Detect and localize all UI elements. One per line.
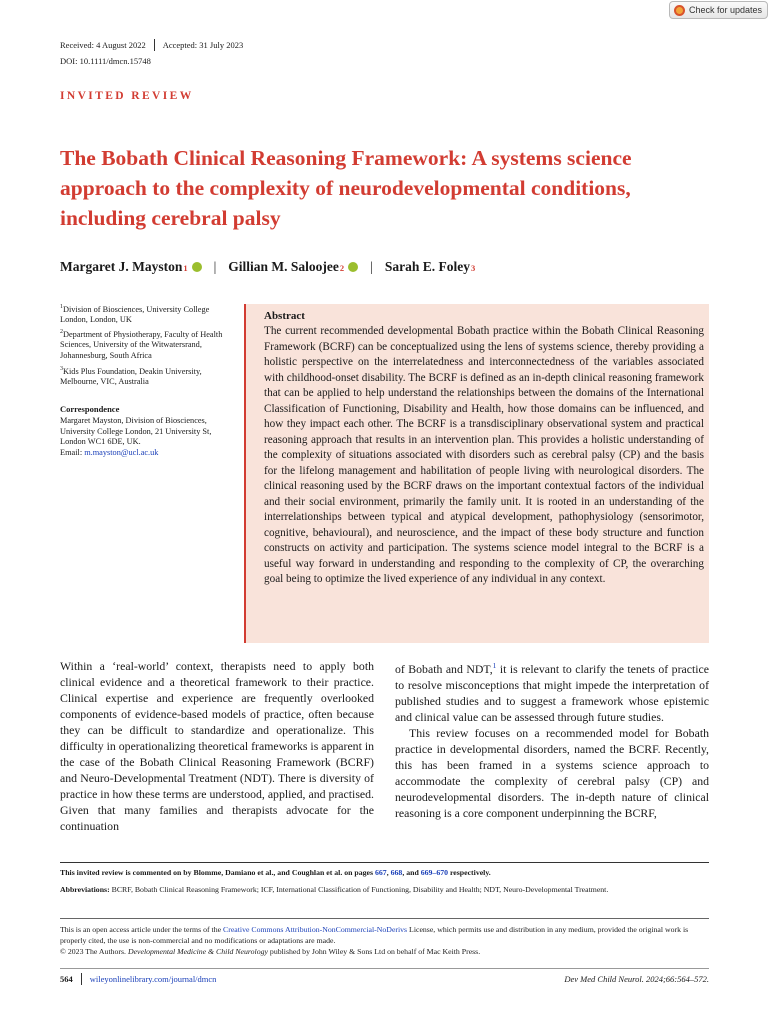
footer-divider — [60, 968, 709, 969]
affiliation-marker: 1 — [183, 263, 188, 273]
email-link[interactable]: m.mayston@ucl.ac.uk — [84, 447, 159, 457]
update-badge-icon — [674, 5, 685, 16]
affiliation-number: 1 — [60, 304, 63, 310]
orcid-icon[interactable] — [348, 262, 358, 272]
date-divider — [154, 39, 155, 51]
author-name[interactable]: Margaret J. Mayston — [60, 259, 183, 274]
affiliation-number: 2 — [60, 329, 63, 335]
accepted-date: Accepted: 31 July 2023 — [162, 40, 244, 50]
affiliation-number: 3 — [60, 366, 63, 372]
check-for-updates-label: Check for updates — [689, 5, 763, 15]
body-column-right — [395, 658, 709, 821]
email-label: Email: — [60, 447, 85, 457]
body-paragraph — [395, 658, 709, 725]
page-link[interactable]: 669–670 — [420, 868, 449, 877]
author-list — [60, 259, 475, 275]
correspondence-heading: Correspondence — [60, 404, 120, 414]
abbreviations-label: Abbreviations: — [60, 885, 110, 894]
affiliation — [60, 302, 238, 326]
copyright-text: published by John Wiley & Sons Ltd on behalf of Mac Keith Press. — [267, 947, 481, 956]
body-text: of Bobath and NDT, — [395, 661, 493, 676]
citation: Dev Med Child Neurol. 2024;66:564–572. — [564, 974, 709, 984]
abstract-panel — [244, 304, 709, 643]
affiliation-marker: 2 — [339, 263, 345, 273]
license-divider — [60, 918, 709, 919]
body-column-left — [60, 658, 374, 834]
correspondence-address: Margaret Mayston, Division of Biosciences, University College London, 21 University St, London WC1 6DE, UK. — [60, 416, 212, 447]
abbreviations-text: BCRF, Bobath Clinical Reasoning Framework; ICF, International Classification of Functioning, Disability and Health; NDT, Neuro-Developmental Treatment. — [109, 885, 609, 894]
license-text: This is an open access article under the terms of the — [60, 925, 224, 934]
commentary-text: respectively. — [448, 868, 491, 877]
article-dates — [60, 39, 243, 51]
reference-marker[interactable]: 1 — [492, 661, 497, 670]
footer-separator — [81, 973, 82, 985]
affiliation — [60, 327, 238, 361]
article-title: The Bobath Clinical Reasoning Framework: A systems science approach to the complexity of neurodevelopmental conditions, including cerebral palsy — [60, 146, 632, 230]
author-name[interactable]: Gillian M. Saloojee — [228, 259, 339, 274]
abbreviations-note — [60, 884, 709, 895]
commentary-note — [60, 868, 491, 877]
body-paragraph: This review focuses on a recommended model for Bobath practice in developmental disorders, named the BCRF. Recently, this has been framed in a systems science approach to accommodate the complexity of cerebral palsy (CP) and neurodevelopmental disorders. The in-depth nature of clinical reasoning is a core component underpinning the BCRF, — [395, 725, 709, 820]
page-number: 564 — [60, 974, 73, 984]
license-text: License, which permits use and distribution in any medium, provided the original work is properly cited, the use is non-commercial and no modifications or adaptations are made. — [60, 925, 689, 945]
author-separator: | — [213, 259, 217, 274]
journal-url-link[interactable]: wileyonlinelibrary.com/journal/dmcn — [89, 974, 217, 984]
orcid-icon[interactable] — [192, 262, 202, 272]
commentary-text: , and — [402, 868, 421, 877]
affiliation-text: Department of Physiotherapy, Faculty of Health Sciences, University of the Witwatersrand, Johannesburg, South Africa — [60, 329, 223, 360]
author-separator: | — [370, 259, 373, 274]
body-paragraph: Within a ‘real-world’ context, therapists need to apply both clinical evidence and a theoretical framework to their practice. Clinical expertise and experience are frequently overlooked components of evidence-based models of practice, often because they can be difficult to standardize and operationalize. This difficulty in operationalizing theoretical frameworks is apparent in the case of the Bobath Clinical Reasoning Framework (BCRF) and Neuro-Developmental Treatment (NDT). There is diversity of practice in how these terms are understood, applied, and practised. Given that many families and therapists advocate for the continuation — [60, 659, 374, 833]
page-footer — [60, 973, 709, 985]
abstract-text: The current recommended developmental Bobath practice within the Bobath Clinical Reasoning Framework (BCRF) can be conceptualized using the lens of systems science, thereby providing a holistic perspective on the interrelatedness and interconnectedness of the variables associated with childhood-onset disability. The BCRF is defined as an in-depth clinical reasoning framework that can be applied to help understand the relationships between the domains of the International Classification of Functioning, Disability and Health, how those domains can be influenced, and how they impact each other. The BCRF is a transdisciplinary observational system and practical reasoning approach that results in an intervention plan. This provides a holistic understanding of the complexity of situations associated with disorders such as cerebral palsy (CP) and the basis for the lifelong management and habilitation of people living with neurological disorders. The clinical reasoning used by the BCRF draws on the important contextual factors of the individual and their social environment, primarily the family unit. It is rooted in an understanding of the interrelationships between typical and atypical development, pathophysiology (sensorimotor, cognitive, behavioural), and neuroscience, and the impact of these body structure and function constructs on activity and participation. The systems science model integral to the BCRF is a useful way forward in understanding and responding to the complexity of CP, the overarching goal being to optimize the lived experience of any individual in any context. — [264, 325, 704, 585]
author-name[interactable]: Sarah E. Foley — [384, 259, 471, 274]
license-note — [60, 924, 709, 957]
correspondence-details — [60, 416, 238, 458]
received-date: Received: 4 August 2022 — [60, 40, 146, 50]
commentary-text: , — [386, 868, 391, 877]
journal-name: Developmental Medicine & Child Neurology — [127, 947, 268, 956]
copyright-text: © 2023 The Authors. — [60, 947, 128, 956]
abstract-heading: Abstract — [264, 310, 305, 322]
license-link[interactable]: Creative Commons Attribution-NonCommercial-NoDerivs — [223, 925, 408, 934]
check-for-updates-button[interactable] — [669, 1, 768, 19]
commentary-text: This invited review is commented on by Blomme, Damiano et al., and Coughlan et al. on pages — [60, 868, 375, 877]
article-type-label: INVITED REVIEW — [60, 90, 194, 102]
page-link[interactable]: 667 — [375, 868, 387, 877]
page-link[interactable]: 668 — [390, 868, 403, 877]
affiliation-text: Division of Biosciences, University College London, London, UK — [60, 304, 210, 325]
affiliation-text: Kids Plus Foundation, Deakin University, Melbourne, VIC, Australia — [60, 366, 202, 387]
body-text: it is relevant to clarify the tenets of practice to resolve misconceptions that might impede the interpretation of published studies and to suggest a framework whose epistemic and clinical value can be assessed through future studies. — [395, 661, 709, 724]
affiliation — [60, 364, 238, 388]
affiliation-marker: 3 — [471, 263, 476, 273]
footnote-divider — [60, 862, 709, 863]
doi[interactable]: DOI: 10.1111/dmcn.15748 — [60, 56, 151, 66]
